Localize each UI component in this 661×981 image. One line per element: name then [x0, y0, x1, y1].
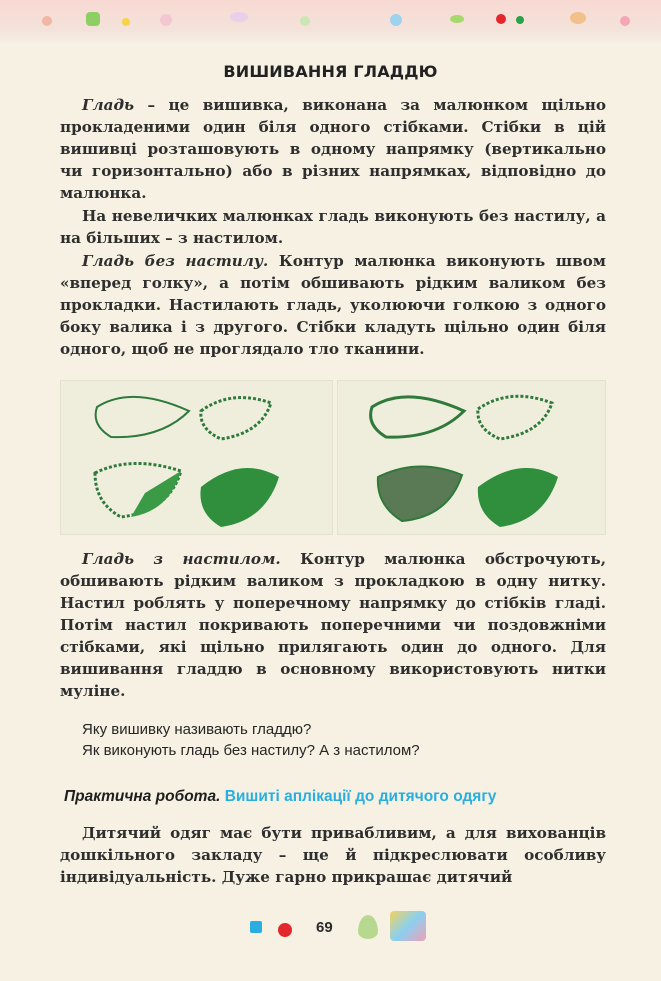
paragraph-text: Контур малюнка виконують швом «вперед голку», а потім обшивають рідким валиком без прокладки. Настилають гладь, уколюючи голкою з одного боку валика і з другого. Стібки кладуть щільно один біля одного, щоб не проглядало тло тканини. — [60, 252, 606, 358]
practical-label: Практична робота. — [64, 788, 221, 805]
decor-plus-icon — [250, 921, 262, 933]
paragraph-text: – це вишивка, виконана за малюнком щільно прокладеними один біля одного стібками. Стібки в цій вишивці розташовують в одному напрямку (вертикально чи горизонтально) або в різних напрямках, відповідно до малюнка. — [60, 96, 606, 202]
paragraph-text: На невеличких малюнках гладь виконують без настилу, а на більших – з настилом. — [60, 207, 606, 247]
term-with-padding: Гладь з настилом. — [82, 550, 281, 568]
paragraph-definition — [60, 94, 606, 204]
decor-dot — [42, 16, 52, 26]
page-number: 69 — [316, 919, 333, 936]
decor-dot — [450, 15, 464, 23]
page-title: ВИШИВАННЯ ГЛАДДЮ — [223, 62, 438, 81]
paragraph-text: Контур малюнка обстрочують, обшивають рідким валиком з прокладкою в одну нитку. Настил роблять у поперечному напрямку до стібків гладі. Потім настил покривають поперечними чи поздовжніми стібками, які щільно прилягають один до одного. Для вишивання гладдю в основному використовують нитки муліне. — [60, 550, 606, 700]
paragraph-without-padding — [60, 250, 606, 360]
decorative-top-border — [0, 0, 661, 44]
decor-pencils — [390, 911, 426, 941]
decor-dot — [300, 16, 310, 26]
term-glad: Гладь — [82, 96, 135, 114]
decor-dot — [516, 16, 524, 24]
paragraph-with-padding — [60, 548, 606, 702]
decor-leaf — [358, 915, 378, 939]
footer-decoration — [240, 905, 440, 947]
decor-dot — [390, 14, 402, 26]
leaf-embroidery-illustration — [338, 381, 605, 534]
practical-work-heading — [64, 788, 496, 806]
decor-red-dot — [278, 923, 292, 937]
decor-dot — [570, 12, 586, 24]
decor-dot — [230, 12, 248, 22]
decor-dot — [86, 12, 100, 26]
review-question-1: Яку вишивку називають гладдю? — [82, 721, 312, 738]
embroidery-photo-right — [337, 380, 606, 535]
decor-dot — [620, 16, 630, 26]
paragraph-text: Дитячий одяг має бути привабливим, а для вихованців дошкільного закладу – ще й підкреслювати особливу індивідуальність. Дуже гарно прикрашає дитячий — [60, 824, 606, 886]
paragraph-usage — [60, 205, 606, 249]
practical-topic: Вишиті аплікації до дитячого одягу — [224, 788, 497, 805]
decor-dot — [122, 18, 130, 26]
term-without-padding: Гладь без настилу. — [82, 252, 269, 270]
paragraph-children-clothing — [60, 822, 606, 888]
leaf-embroidery-illustration — [61, 381, 332, 534]
review-question-2: Як виконують гладь без настилу? А з настилом? — [82, 742, 420, 759]
embroidery-photo-left — [60, 380, 333, 535]
decor-dot — [496, 14, 506, 24]
decor-dot — [160, 14, 172, 26]
